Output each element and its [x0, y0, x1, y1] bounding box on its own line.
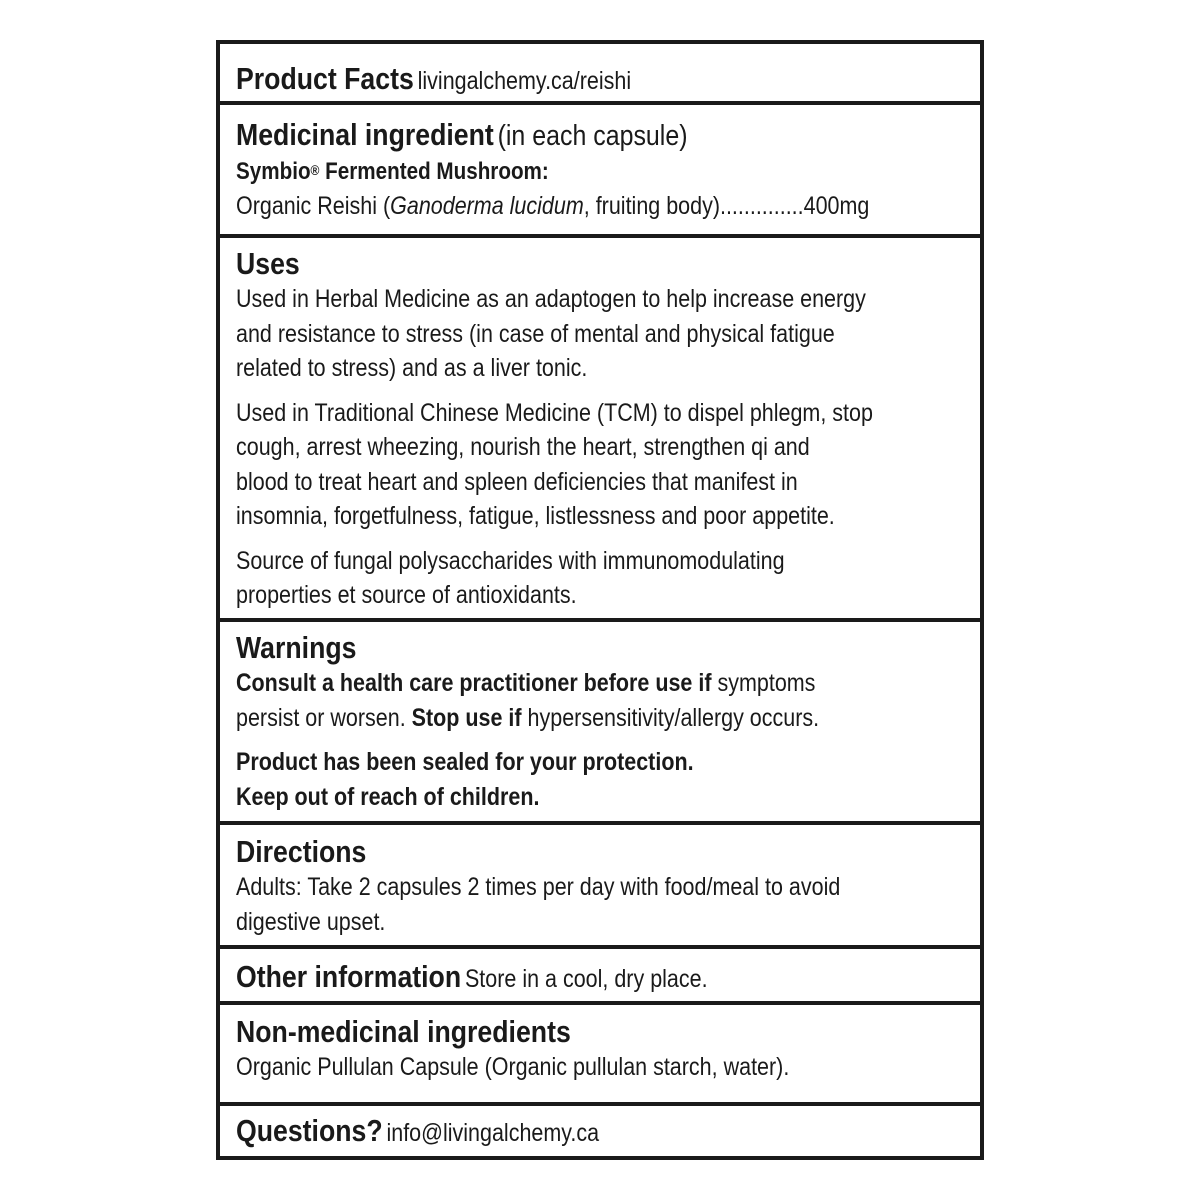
warnings-paragraph-2 [236, 745, 866, 814]
uses-section [220, 238, 980, 622]
medicinal-ingredient-heading: Medicinal ingredient [236, 117, 494, 152]
ingredient-line: Organic Reishi (Ganoderma lucidum, fruiting body)..............400mg [236, 192, 870, 220]
warnings-heading: Warnings [236, 630, 357, 665]
product-url: livingalchemy.ca/reishi [417, 67, 632, 95]
uses-paragraph-2: Used in Traditional Chinese Medicine (TCM) to dispel phlegm, stop cough, arrest wheezing, nourish the heart, strengthen qi and blood to treat heart and spleen deficiencies that manifest in insomnia, forgetfulness, fatigue, listlessness and poor appetite. [236, 398, 873, 530]
other-information-text: Store in a cool, dry place. [464, 965, 708, 993]
other-information-heading: Other information [236, 959, 462, 994]
warnings-paragraph-1: Consult a health care practitioner before use if symptoms persist or worsen. Stop use if hypersensitivity/allergy occurs. [236, 669, 820, 732]
medicinal-ingredient-note: (in each capsule) [497, 120, 688, 152]
warnings-section [220, 622, 980, 825]
directions-text: Adults: Take 2 capsules 2 times per day with food/meal to avoid digestive upset. [236, 873, 841, 936]
uses-paragraph-3: Source of fungal polysaccharides with immunomodulating properties et source of antioxidants. [236, 546, 785, 609]
medicinal-ingredient-section [220, 105, 980, 238]
brand-rest: Fermented Mushroom: [325, 158, 549, 185]
questions-heading: Questions? [236, 1113, 383, 1148]
non-medicinal-section [220, 1005, 980, 1106]
sealed-notice: Product has been sealed for your protection. [236, 748, 694, 776]
latin-name: Ganoderma lucidum [390, 192, 584, 220]
uses-paragraph-1: Used in Herbal Medicine as an adaptogen to help increase energy and resistance to stress (in case of mental and physical fatigue related to stress) and as a liver tonic. [236, 285, 866, 382]
keep-out-notice: Keep out of reach of children. [236, 782, 540, 811]
non-medicinal-text: Organic Pullulan Capsule (Organic pullulan starch, water). [236, 1053, 790, 1081]
non-medicinal-heading: Non-medicinal ingredients [236, 1014, 571, 1049]
brand-name: Symbio [236, 158, 311, 185]
questions-email: info@livingalchemy.ca [386, 1119, 600, 1147]
registered-mark: ® [310, 162, 320, 178]
product-facts-label [216, 40, 984, 1160]
uses-heading: Uses [236, 246, 300, 281]
product-facts-section [220, 44, 980, 105]
product-facts-title: Product Facts [236, 61, 414, 96]
other-information-section [220, 949, 980, 1005]
directions-heading: Directions [236, 834, 367, 869]
questions-section [220, 1106, 980, 1156]
directions-section [220, 825, 980, 949]
